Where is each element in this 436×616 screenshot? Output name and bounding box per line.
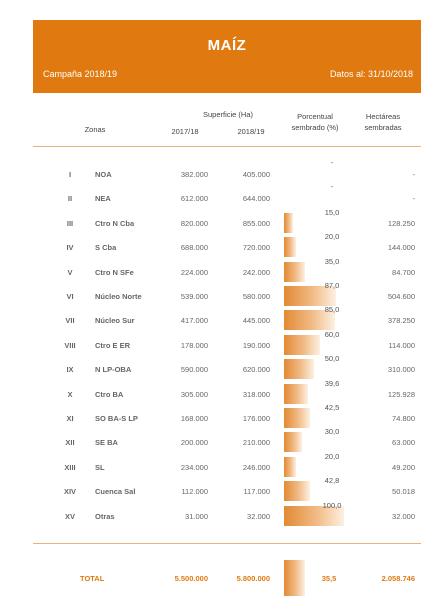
surface-prev: 382.000: [180, 170, 208, 179]
surface-prev: 590.000: [180, 365, 208, 375]
zone-number: III: [66, 218, 74, 228]
surface-curr: 318.000: [242, 389, 270, 399]
pct-value: 50,0: [324, 354, 340, 364]
pct-value: 100,0: [322, 500, 342, 510]
data-date: Datos al: 31/10/2018: [329, 69, 413, 79]
surface-prev: 305.000: [180, 389, 208, 399]
hectares-value: 50.018: [392, 487, 415, 497]
pct-value: 42,5: [324, 403, 340, 412]
zone-name: SE BA: [95, 438, 118, 448]
pct-bar: [284, 213, 293, 233]
hectares-value: 128.250: [387, 218, 415, 228]
zone-number: VII: [65, 316, 75, 326]
hectares-value: 310.000: [387, 365, 415, 375]
zone-number: V: [67, 267, 73, 277]
pct-value: 20,0: [324, 451, 340, 461]
surface-curr: 644.000: [242, 194, 270, 204]
header-divider: [33, 146, 421, 147]
page-title: MAÍZ: [207, 37, 247, 54]
zone-number: XV: [64, 511, 75, 521]
zone-name: Ctro N SFe: [95, 267, 134, 277]
pct-value: 39,6: [324, 378, 340, 388]
year-curr-header: 2018/19: [237, 127, 265, 136]
surface-prev: 31.000: [185, 511, 208, 521]
pct-bar: [284, 457, 296, 477]
pct-value: 20,0: [324, 232, 340, 242]
hectares-value: 74.800: [392, 414, 415, 423]
surface-prev: 539.000: [180, 292, 208, 301]
pct-value: 35,0: [324, 256, 340, 266]
zone-number: VI: [66, 292, 74, 301]
zone-name: Núcleo Norte: [95, 292, 142, 301]
pct-value: 30,0: [324, 427, 340, 437]
hectares-value: 32.000: [392, 511, 415, 521]
hectareas-header: Hectáreas sembradas: [364, 112, 402, 132]
surface-prev: 178.000: [180, 340, 208, 350]
surface-prev: 820.000: [180, 218, 208, 228]
surface-curr: 32.000: [247, 511, 270, 521]
zone-name: N LP-OBA: [95, 365, 132, 375]
surface-prev: 168.000: [180, 414, 208, 423]
surface-curr: 246.000: [242, 462, 270, 472]
superficie-header: Superficie (Ha): [202, 110, 254, 119]
hectares-value: 49.200: [392, 462, 415, 472]
total-label: TOTAL: [80, 574, 105, 583]
zone-number: XIV: [63, 487, 77, 497]
zone-number: VIII: [64, 340, 76, 350]
zone-name: Ctro E ER: [95, 340, 131, 350]
zone-name: NOA: [95, 170, 112, 179]
zone-name: SO BA-S LP: [95, 414, 138, 423]
surface-prev: 200.000: [180, 438, 208, 448]
surface-curr: 242.000: [242, 267, 270, 277]
surface-curr: 720.000: [242, 243, 270, 253]
surface-prev: 688.000: [180, 243, 208, 253]
zone-name: NEA: [95, 194, 111, 204]
pct-value: 85,0: [324, 305, 340, 315]
hectares-value: 114.000: [388, 340, 415, 350]
hectares-value: 125.928: [387, 389, 415, 399]
surface-prev: 612.000: [180, 194, 208, 204]
year-prev-header: 2017/18: [171, 127, 199, 136]
surface-curr: 190.000: [242, 340, 270, 350]
zone-number: I: [68, 170, 72, 179]
pct-value: 87,0: [324, 281, 340, 290]
hectares-value: 63.000: [392, 438, 415, 448]
pct-value: -: [330, 182, 334, 192]
total-curr: 5.800.000: [236, 574, 270, 583]
surface-prev: 112.000: [181, 487, 208, 497]
hectares-value: 84.700: [392, 267, 415, 277]
pct-value: 42,8: [324, 476, 340, 486]
surface-prev: 417.000: [180, 316, 208, 326]
surface-prev: 224.000: [180, 267, 208, 277]
surface-curr: 210.000: [242, 438, 270, 448]
zone-name: Núcleo Sur: [95, 316, 135, 326]
zone-name: Otras: [95, 511, 115, 521]
zonas-header: Zonas: [84, 125, 106, 134]
zone-name: SL: [95, 462, 105, 472]
zone-number: IV: [66, 243, 74, 253]
pct-value: 15,0: [324, 207, 340, 217]
pct-bar: [284, 237, 296, 257]
pct-value: 60,0: [324, 329, 340, 339]
hectares-value: -: [412, 170, 415, 179]
surface-curr: 580.000: [242, 292, 270, 301]
hectares-value: -: [412, 194, 415, 204]
surface-curr: 176.000: [242, 414, 270, 423]
surface-curr: 445.000: [242, 316, 270, 326]
zone-number: XI: [66, 414, 74, 423]
pct-value: -: [330, 158, 334, 167]
surface-curr: 855.000: [242, 218, 270, 228]
porcentual-header: Porcentual sembrado (%): [291, 112, 339, 132]
zone-number: XII: [65, 438, 75, 448]
zone-name: Ctro N Cba: [95, 218, 135, 228]
surface-curr: 620.000: [242, 365, 270, 375]
surface-prev: 234.000: [180, 462, 208, 472]
total-pct: 35,5: [321, 574, 337, 583]
header-banner: [33, 20, 421, 93]
hectares-value: 504.600: [387, 292, 415, 301]
pct-bar: [284, 432, 302, 452]
zone-name: S Cba: [95, 243, 117, 253]
total-ha: 2.058.746: [381, 574, 415, 583]
hectares-value: 378.250: [387, 316, 415, 326]
campaign-label: Campaña 2018/19: [43, 69, 118, 79]
total-divider: [33, 543, 421, 544]
zone-name: Ctro BA: [95, 389, 124, 399]
surface-curr: 117.000: [243, 487, 270, 497]
total-prev: 5.500.000: [174, 574, 208, 583]
zone-number: II: [67, 194, 73, 204]
zone-number: IX: [66, 365, 74, 375]
hectares-value: 144.000: [387, 243, 415, 253]
surface-curr: 405.000: [242, 170, 270, 179]
zone-name: Cuenca Sal: [95, 487, 136, 497]
zone-number: XIII: [64, 462, 76, 472]
zone-number: X: [67, 389, 73, 399]
